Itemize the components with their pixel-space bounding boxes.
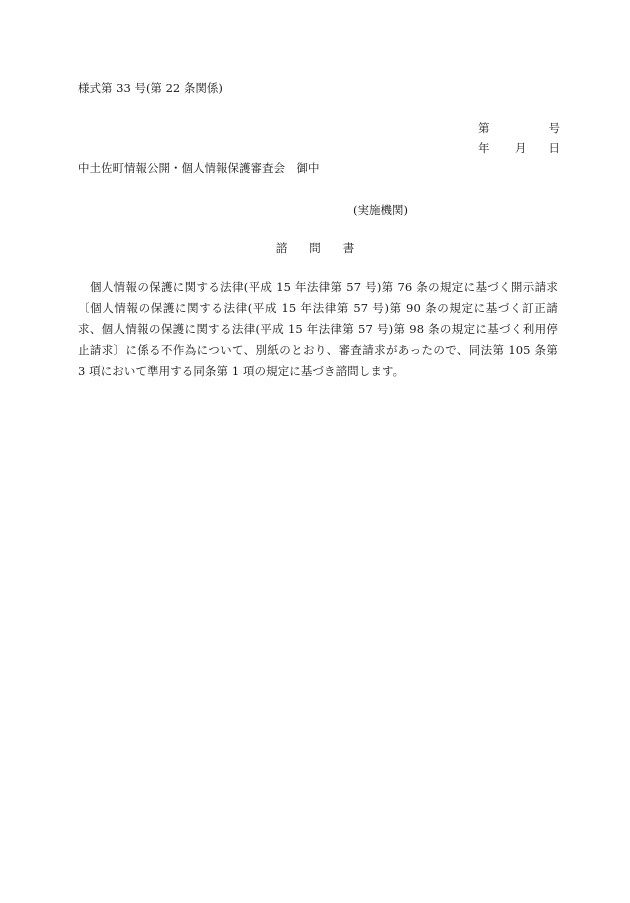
date-year-label: 年	[478, 141, 490, 155]
date-month-label: 月	[515, 141, 527, 155]
document-number-suffix: 号	[548, 121, 560, 135]
form-number: 様式第 33 号(第 22 条関係)	[78, 81, 223, 95]
implementing-body: (実施機関)	[353, 203, 408, 217]
title-char-1: 諮	[275, 241, 288, 255]
addressee: 中土佐町情報公開・個人情報保護審査会 御中	[78, 161, 320, 175]
document-title	[0, 243, 630, 255]
title-char-3: 書	[342, 241, 355, 255]
document-number-prefix: 第	[478, 121, 490, 135]
title-char-2: 問	[309, 241, 321, 255]
date-day-label: 日	[548, 141, 560, 155]
body-paragraph: 個人情報の保護に関する法律(平成 15 年法律第 57 号)第 76 条の規定に基づく開示請求〔個人情報の保護に関する法律(平成 15 年法律第 57 号)第 90 条の規定に基づく訂正請求、個人情報の保護に関する法律(平成 15 年法律第 57 号)第 98 条の規定に基づく利用停止請求〕に係る不作為について、別紙のとおり、審査請求があったので、同法第 105 条第 3 項において準用する同条第 1 項の規定に基づき諮問します。	[78, 280, 558, 378]
